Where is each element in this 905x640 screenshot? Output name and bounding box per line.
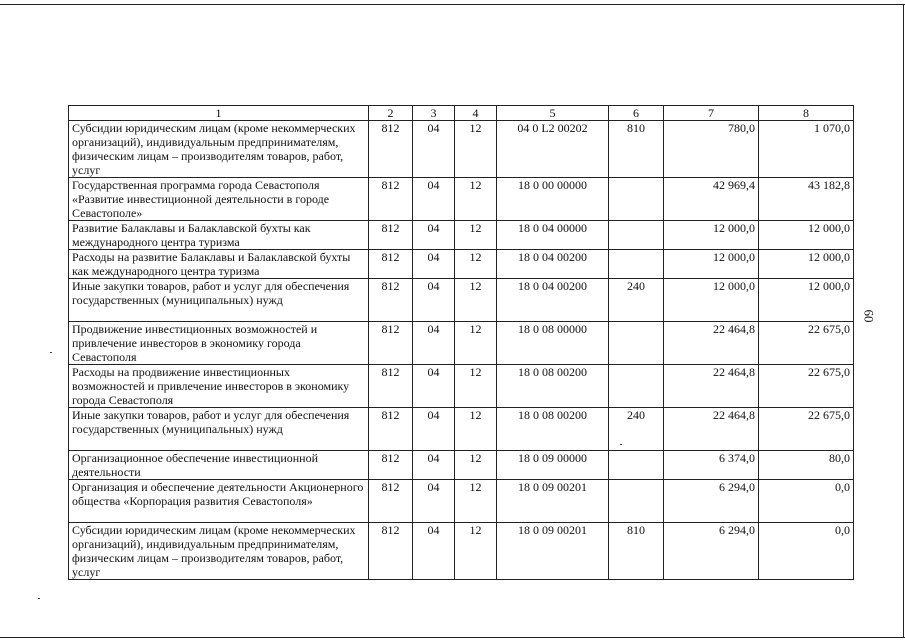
table-row <box>69 121 854 178</box>
target-article: 18 0 00 00000 <box>497 178 609 221</box>
table-row <box>69 480 854 523</box>
page-frame-bottom <box>0 637 905 638</box>
target-article: 04 0 L2 00202 <box>497 121 609 178</box>
target-article: 18 0 08 00000 <box>497 322 609 365</box>
column-header: 2 <box>369 106 413 121</box>
section-code: 04 <box>413 221 455 250</box>
amount-col8: 80,0 <box>759 451 854 480</box>
expense-name: Организационное обеспечение инвестиционной деятельности <box>69 451 369 480</box>
table-row <box>69 250 854 279</box>
subsection-code: 12 <box>455 408 497 451</box>
amount-col7: 12 000,0 <box>664 221 759 250</box>
column-header: 3 <box>413 106 455 121</box>
subsection-code: 12 <box>455 279 497 322</box>
amount-col8: 0,0 <box>759 523 854 580</box>
section-code: 04 <box>413 322 455 365</box>
section-code: 04 <box>413 279 455 322</box>
table-row <box>69 221 854 250</box>
target-article: 18 0 04 00200 <box>497 250 609 279</box>
section-code: 04 <box>413 365 455 408</box>
expense-type <box>609 221 664 250</box>
expense-name: Субсидии юридическим лицам (кроме некоммерческих организаций), индивидуальным предпринимателям, физическим лицам – производителям товаров, работ, услуг <box>69 121 369 178</box>
amount-col8: 22 675,0 <box>759 365 854 408</box>
section-code: 04 <box>413 121 455 178</box>
amount-col7: 12 000,0 <box>664 279 759 322</box>
amount-col7: 22 464,8 <box>664 408 759 451</box>
expense-type <box>609 178 664 221</box>
target-article: 18 0 09 00201 <box>497 523 609 580</box>
expense-name: Расходы на продвижение инвестиционных возможностей и привлечение инвесторов в экономику города Севастополя <box>69 365 369 408</box>
expense-name: Развитие Балаклавы и Балаклавской бухты как международного центра туризма <box>69 221 369 250</box>
amount-col8: 12 000,0 <box>759 279 854 322</box>
ministry-code: 812 <box>369 408 413 451</box>
amount-col8: 43 182,8 <box>759 178 854 221</box>
ministry-code: 812 <box>369 523 413 580</box>
expense-type <box>609 365 664 408</box>
scan-speck <box>38 598 40 599</box>
amount-col8: 12 000,0 <box>759 221 854 250</box>
expense-type: 810 <box>609 121 664 178</box>
ministry-code: 812 <box>369 365 413 408</box>
subsection-code: 12 <box>455 250 497 279</box>
expense-name: Продвижение инвестиционных возможностей и привлечение инвесторов в экономику города Севастополя <box>69 322 369 365</box>
amount-col7: 6 294,0 <box>664 480 759 523</box>
target-article: 18 0 09 00000 <box>497 451 609 480</box>
expense-name: Расходы на развитие Балаклавы и Балаклавской бухты как международного центра туризма <box>69 250 369 279</box>
amount-col7: 22 464,8 <box>664 322 759 365</box>
section-code: 04 <box>413 408 455 451</box>
ministry-code: 812 <box>369 480 413 523</box>
table-row <box>69 523 854 580</box>
subsection-code: 12 <box>455 322 497 365</box>
expense-type <box>609 451 664 480</box>
column-header: 6 <box>609 106 664 121</box>
column-header: 5 <box>497 106 609 121</box>
expense-name: Иные закупки товаров, работ и услуг для обеспечения государственных (муниципальных) нужд <box>69 279 369 322</box>
subsection-code: 12 <box>455 451 497 480</box>
section-code: 04 <box>413 480 455 523</box>
expense-type <box>609 480 664 523</box>
ministry-code: 812 <box>369 322 413 365</box>
page-number: 60 <box>861 309 877 323</box>
amount-col8: 1 070,0 <box>759 121 854 178</box>
expense-name: Иные закупки товаров, работ и услуг для обеспечения государственных (муниципальных) нужд <box>69 408 369 451</box>
expense-type <box>609 322 664 365</box>
target-article: 18 0 04 00200 <box>497 279 609 322</box>
subsection-code: 12 <box>455 523 497 580</box>
page-frame-right <box>903 4 904 638</box>
column-header: 8 <box>759 106 854 121</box>
expense-type: 240 <box>609 408 664 451</box>
amount-col7: 12 000,0 <box>664 250 759 279</box>
table-row <box>69 279 854 322</box>
subsection-code: 12 <box>455 480 497 523</box>
amount-col7: 6 374,0 <box>664 451 759 480</box>
column-header: 7 <box>664 106 759 121</box>
table-row <box>69 451 854 480</box>
table-row <box>69 322 854 365</box>
expense-name: Субсидии юридическим лицам (кроме некоммерческих организаций), индивидуальным предпринимателям, физическим лицам – производителям товаров, работ, услуг <box>69 523 369 580</box>
ministry-code: 812 <box>369 221 413 250</box>
ministry-code: 812 <box>369 178 413 221</box>
amount-col7: 6 294,0 <box>664 523 759 580</box>
amount-col8: 22 675,0 <box>759 322 854 365</box>
amount-col8: 12 000,0 <box>759 250 854 279</box>
amount-col7: 780,0 <box>664 121 759 178</box>
section-code: 04 <box>413 250 455 279</box>
section-code: 04 <box>413 451 455 480</box>
column-header: 4 <box>455 106 497 121</box>
amount-col8: 22 675,0 <box>759 408 854 451</box>
target-article: 18 0 08 00200 <box>497 408 609 451</box>
expense-type: 810 <box>609 523 664 580</box>
scan-speck <box>50 352 52 353</box>
subsection-code: 12 <box>455 221 497 250</box>
ministry-code: 812 <box>369 121 413 178</box>
target-article: 18 0 08 00200 <box>497 365 609 408</box>
subsection-code: 12 <box>455 178 497 221</box>
expense-name: Организация и обеспечение деятельности Акционерного общества «Корпорация развития Севастополя» <box>69 480 369 523</box>
section-code: 04 <box>413 178 455 221</box>
budget-table <box>68 105 854 580</box>
table-row <box>69 178 854 221</box>
ministry-code: 812 <box>369 451 413 480</box>
subsection-code: 12 <box>455 121 497 178</box>
section-code: 04 <box>413 523 455 580</box>
expense-type: 240 <box>609 279 664 322</box>
expense-type <box>609 250 664 279</box>
target-article: 18 0 04 00000 <box>497 221 609 250</box>
table-header-row <box>69 106 854 121</box>
subsection-code: 12 <box>455 365 497 408</box>
table-row <box>69 365 854 408</box>
amount-col7: 22 464,8 <box>664 365 759 408</box>
ministry-code: 812 <box>369 250 413 279</box>
ministry-code: 812 <box>369 279 413 322</box>
expense-name: Государственная программа города Севастополя «Развитие инвестиционной деятельности в городе Севастополе» <box>69 178 369 221</box>
amount-col8: 0,0 <box>759 480 854 523</box>
target-article: 18 0 09 00201 <box>497 480 609 523</box>
column-header: 1 <box>69 106 369 121</box>
table-row <box>69 408 854 451</box>
page-frame-top <box>0 4 905 5</box>
amount-col7: 42 969,4 <box>664 178 759 221</box>
